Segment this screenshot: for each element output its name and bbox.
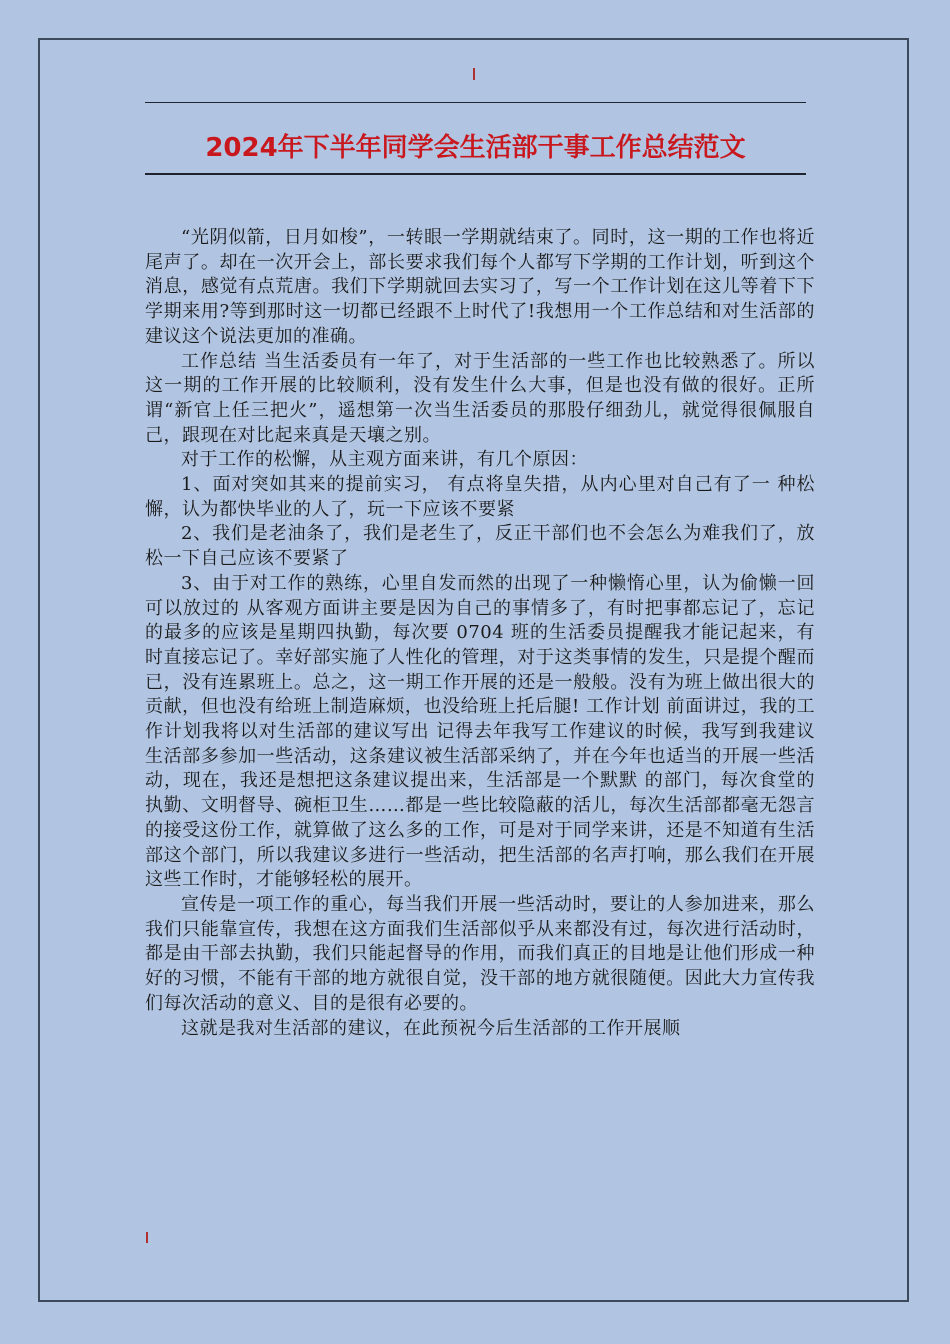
header-mark [473,68,475,80]
document-body [145,226,815,1041]
paragraph: 对于工作的松懈，从主观方面来讲，有几个原因： [181,449,588,471]
paragraph: “光阴似箭，日月如梭”，一转眼一学期就结束了。同时，这一期的工作也将近尾声了。却在一次开会上，部长要求我们每个人都写下学期的工作计划，听到这个消息，感觉有点荒唐。我们下学期就回去实习了，写一个工作计划在这儿等着下下学期来用?等到那时这一切都已经跟不上时代了!我想用一个工作总结和对生活部的建议这个说法更加的准确。 [145,227,815,347]
paragraph: 工作总结 当生活委员有一年了，对于生活部的一些工作也比较熟悉了。所以这一期的工作开展的比较顺利，没有发生什么大事，但是也没有做的很好。正所谓“新官上任三把火”，遥想第一次当生活委员的那股仔细劲儿，就觉得很佩服自己，跟现在对比起来真是天壤之别。 [145,350,815,446]
paragraph: 1、面对突如其来的提前实习， 有点将皇失措，从内心里对自己有了一 种松懈，认为都快毕业的人了，玩一下应该不要紧 [145,474,815,520]
paragraph: 3、由于对工作的熟练，心里自发而然的出现了一种懒惰心里，认为偷懒一回可以放过的 从客观方面讲主要是因为自己的事情多了，有时把事都忘记了，忘记的最多的应该是星期四执勤，每次要 0704 班的生活委员提醒我才能记起来，有时直接忘记了。幸好部实施了人性化的管理，对于这类事情的发生，只是提个醒而已，没有连累班上。总之，这一期工作开展的还是一般般。没有为班上做出很大的贡献，但也没有给班上制造麻烦，也没给班上托后腿! 工作计划 前面讲过，我的工作计划我将以对生活部的建议写出 记得去年我写工作建议的时候，我写到我建议生活部多参加一些活动，这条建议被生活部采纳了，并在今年也适当的开展一些活动，现在，我还是想把这条建议提出来，生活部是一个默默 的部门，每次食堂的执勤、文明督导、碗柜卫生……都是一些比较隐蔽的活儿，每次生活部都毫无怨言的接受这份工作，就算做了这么多的工作，可是对于同学来讲，还是不知道有生活部这个部门，所以我建议多进行一些活动，把生活部的名声打响，那么我们在开展这些工作时，才能够轻松的展开。 [145,572,815,891]
document-title: 2024年下半年同学会生活部干事工作总结范文 [205,133,746,163]
paragraph: 2、我们是老油条了，我们是老生了，反正干部们也不会怎么为难我们了，放松一下自己应该不要紧了 [145,523,815,570]
header-rule [145,102,806,103]
footer-mark [146,1232,148,1243]
paragraph: 宣传是一项工作的重心，每当我们开展一些活动时，要让的人参加进来，那么我们只能靠宣传，我想在这方面我们生活部似乎从来都没有过，每次进行活动时，都是由干部去执勤，我们只能起督导的作用，而我们真正的目地是让他们形成一种好的习惯，不能有干部的地方就很自觉，没干部的地方就很随便。因此大力宣传我们每次活动的意义、目的是很有必要的。 [145,893,815,1014]
paragraph: 这就是我对生活部的建议，在此预祝今后生活部的工作开展顺 [181,1017,681,1039]
title-underline [145,173,806,175]
